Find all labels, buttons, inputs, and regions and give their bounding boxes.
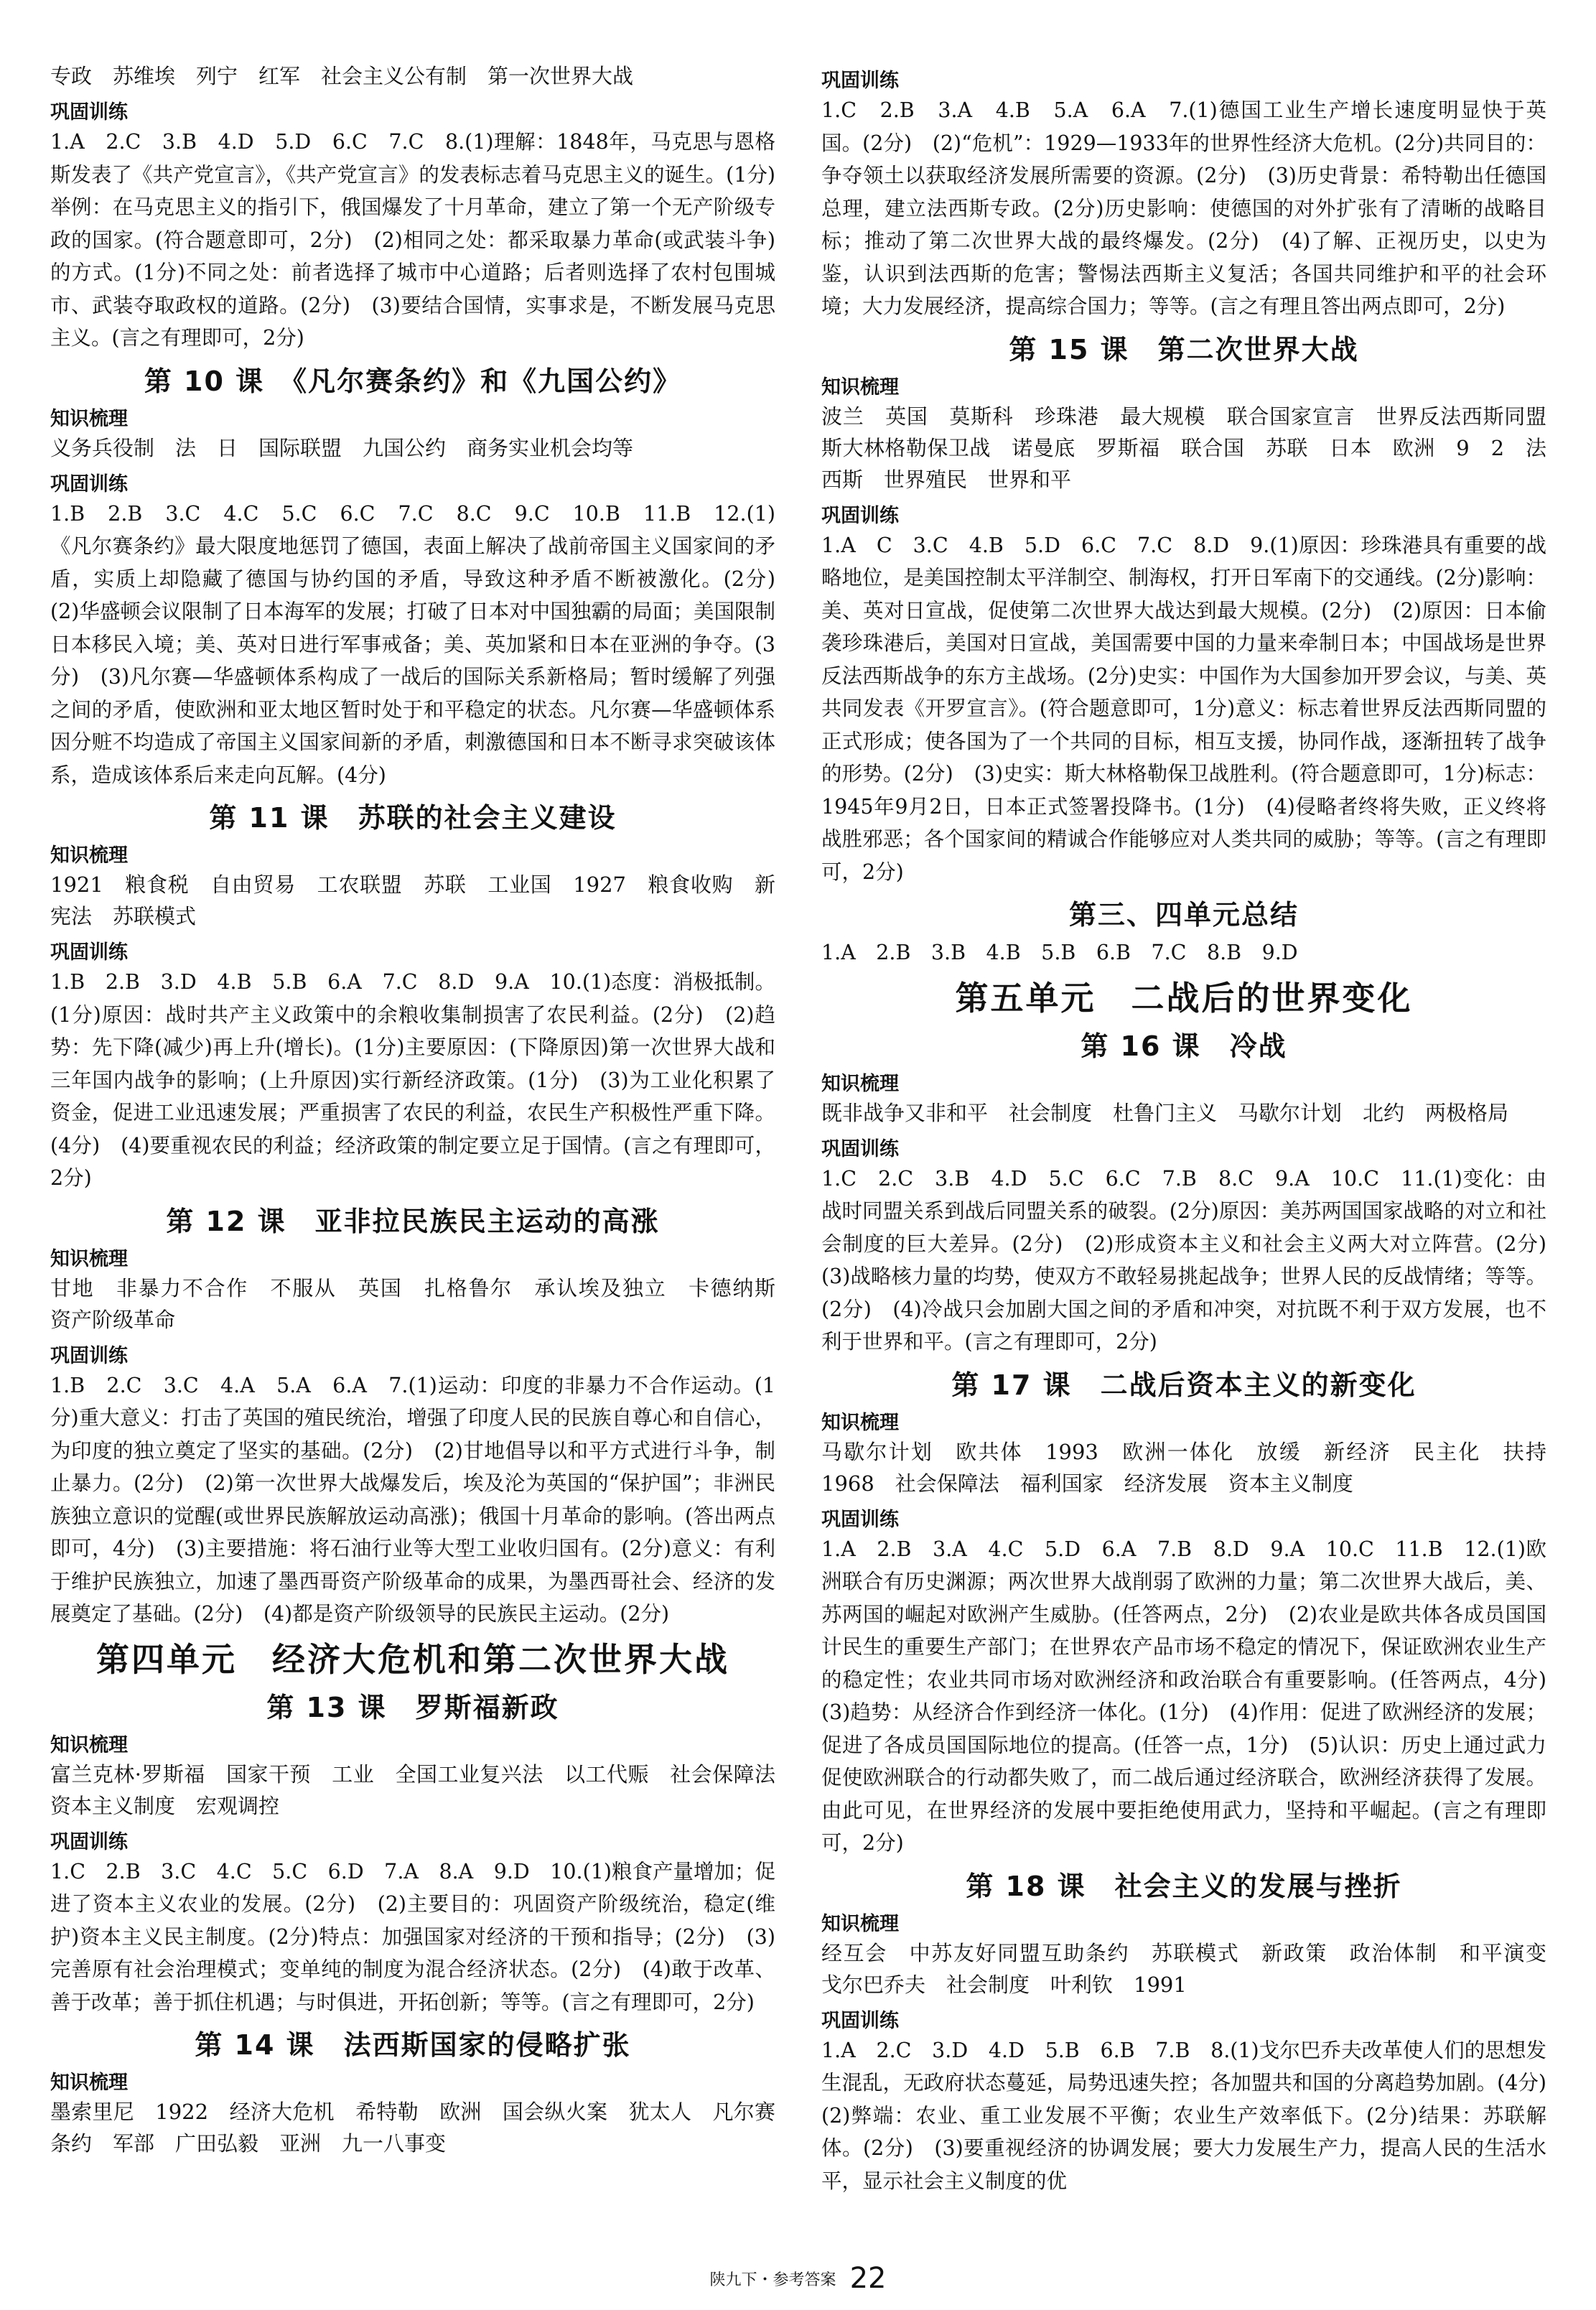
answer-text: 1.A 2.C 3.D 4.D 5.B 6.B 7.B 8.(1)戈尔巴乔夫改革使人们的思想发生混乱，无政府状态蔓延，局势迅速失控；各加盟共和国的分离趋势加剧。(4分) (2)弊端：农业、重工业发展不平衡；农业生产效率低下。(2分)结果：苏联解体。(2分) (3)要重视经济的协调发展；要大力发展生产力，提高人民的生活水平，显示社会主义制度的优 — [821, 2038, 1567, 2193]
answer-text: 1.B 2.B 3.D 4.B 5.B 6.A 7.C 8.D 9.A 10.(1)态度：消极抵制。(1分)原因：战时共产主义政策中的余粮收集制损害了农民利益。(2分) (2)趋势：先下降(减少)再上升(增长)。(1分)主要原因：(下降原因)第一次世界大战和三年国内战争的影响；(上升原因)实行新经济政策。(1分) (3)为工业化积累了资金，促进工业迅速发展；严重损害了农民的利益，农民生产积极性严重下降。(4分) (4)要重视农民的利益；经济政策的制定要立足于国情。(言之有理即可，2分) — [50, 970, 775, 1190]
section-label: 知识梳理 — [50, 844, 128, 867]
lesson-title-16: 第 16 课 冷战 — [1081, 1030, 1287, 1062]
answer-text: 1.B 2.C 3.C 4.A 5.A 6.A 7.(1)运动：印度的非暴力不合作运动。(1分)重大意义：打击了英国的殖民统治，增强了印度人民的民族自尊心和自信心，为印度的独立奠定了坚实的基础。(2分) (2)甘地倡导以和平方式进行斗争，制止暴力。(2分) (2)第一次世界大战爆发后，埃及沦为英国的“保护国”；非洲民族独立意识的觉醒(或世界民族解放运动高涨)；俄国十月革命的影响。(答出两点即可，4分) (3)主要措施：将石油行业等大型工业收归国有。(2分)意义：有利于维护民族独立，加速了墨西哥资产阶级革命的成果，为墨西哥社会、经济的发展奠定了基础。(2分) (4)都是资产阶级领导的民族民主运动。(2分) — [50, 1373, 775, 1626]
section-label: 知识梳理 — [50, 1733, 128, 1756]
answer-text: 1.A 2.C 3.B 4.D 5.D 6.C 7.C 8.(1)理解：1848年，马克思与恩格斯发表了《共产党宣言》，《共产党宣言》的发表标志着马克思主义的诞生。(1分)举例：在马克思主义的指引下，俄国爆发了十月革命，建立了第一个无产阶级专政的国家。(符合题意即可，2分) (2)相同之处：都采取暴力革命(或武装斗争)的方式。(1分)不同之处：前者选择了城市中心道路；后者则选择了农村包围城市、武装夺取政权的道路。(2分) (3)要结合国情，实事求是，不断发展马克思主义。(言之有理即可，2分) — [50, 130, 775, 350]
knowledge-terms: 甘地 非暴力不合作 不服从 英国 扎格鲁尔 承认埃及独立 卡德纳斯 资产阶级革命 — [50, 1275, 797, 1332]
section-label: 知识梳理 — [821, 1912, 899, 1935]
section-label: 巩固训练 — [821, 504, 899, 527]
section-label: 知识梳理 — [50, 407, 128, 430]
carryover-terms: 专政 苏维埃 列宁 红军 社会主义公有制 第一次世界大战 — [50, 64, 634, 88]
answer-text: 1.B 2.B 3.C 4.C 5.C 6.C 7.C 8.C 9.C 10.B 11.B 12.(1)《凡尔赛条约》最大限度地惩罚了德国，表面上解决了战前帝国主义国家间的矛盾，实质上却隐藏了德国与协约国的矛盾，导致这种矛盾不断被激化。(2分) (2)华盛顿会议限制了日本海军的发展；打破了日本对中国独霸的局面；美国限制日本移民入境；美、英对日进行军事戒备；美、英加紧和日本在亚洲的争夺。(3分) (3)凡尔赛—华盛顿体系构成了一战后的国际关系新格局；暂时缓解了列强之间的矛盾，使欧洲和亚太地区暂时处于和平稳定的状态。凡尔赛—华盛顿体系因分赃不均造成了帝国主义国家间新的矛盾，刺激德国和日本不断寻求突破该体系，造成该体系后来走向瓦解。(4分) — [50, 501, 796, 787]
knowledge-terms: 经互会 中苏友好同盟互助条约 苏联模式 新政策 政治体制 和平演变 戈尔巴乔夫 社会制度 叶利钦 1991 — [821, 1940, 1568, 1997]
knowledge-terms: 波兰 英国 莫斯科 珍珠港 最大规模 联合国家宣言 世界反法西斯同盟 斯大林格勒保卫战 诺曼底 罗斯福 联合国 苏联 日本 欧洲 9 2 法西斯 世界殖民 世界和平 — [821, 404, 1568, 492]
page-footer — [0, 2262, 1596, 2295]
section-label: 知识梳理 — [50, 1247, 128, 1270]
answer-text: 1.A 2.B 3.A 4.C 5.D 6.A 7.B 8.D 9.A 10.C 11.B 12.(1)欧洲联合有历史渊源；两次世界大战削弱了欧洲的力量；第二次世界大战后，美、苏两国的崛起对欧洲产生威胁。(任答两点，2分) (2)农业是欧共体各成员国国计民生的重要生产部门；在世界农产品市场不稳定的情况下，保证欧洲农业生产的稳定性；农业共同市场对欧洲经济和政治联合有重要影响。(任答两点，4分) (3)趋势：从经济合作到经济一体化。(1分) (4)作用：促进了欧洲经济的发展；促进了各成员国国际地位的提高。(任答一点，1分) (5)认识：历史上通过武力促使欧洲联合的行动都失败了，而二战后通过经济联合，欧洲经济获得了发展。由此可见，在世界经济的发展中要拒绝使用武力，坚持和平崛起。(言之有理即可，2分) — [821, 1537, 1567, 1855]
unit-title-5: 第五单元 二战后的世界变化 — [955, 978, 1413, 1017]
section-label: 巩固训练 — [50, 1344, 128, 1367]
section-label: 知识梳理 — [821, 376, 899, 399]
section-label: 巩固训练 — [821, 1137, 899, 1160]
unit-title-4: 第四单元 经济大危机和第二次世界大战 — [96, 1639, 729, 1679]
lesson-title-18: 第 18 课 社会主义的发展与挫折 — [966, 1870, 1402, 1902]
page-number: 22 — [849, 2262, 887, 2295]
section-label: 巩固训练 — [50, 101, 128, 124]
answer-text: 1.A 2.B 3.B 4.B 5.B 6.B 7.C 8.B 9.D — [821, 941, 1298, 964]
section-label: 巩固训练 — [821, 1508, 899, 1531]
right-column — [821, 60, 1568, 2197]
unit-summary-title: 第三、四单元总结 — [1068, 899, 1299, 931]
section-label: 巩固训练 — [50, 472, 128, 495]
left-column — [50, 60, 797, 2159]
lesson-title-13: 第 13 课 罗斯福新政 — [266, 1691, 559, 1723]
knowledge-terms: 既非战争又非和平 社会制度 杜鲁门主义 马歇尔计划 北约 两极格局 — [821, 1100, 1509, 1125]
answer-text: 1.C 2.B 3.A 4.B 5.A 6.A 7.(1)德国工业生产增长速度明显快于英国。(2分) (2)“危机”：1929—1933年的世界性经济大危机。(2分)共同目的：争夺领土以获取经济发展所需要的资源。(2分) (3)历史背景：希特勒出任德国总理，建立法西斯专政。(2分)历史影响：使德国的对外扩张有了清晰的战略目标；推动了第二次世界大战的最终爆发。(2分) (4)了解、正视历史，以史为鉴，认识到法西斯的危害；警惕法西斯主义复活；各国共同维护和平的社会环境；大力发展经济，提高综合国力；等等。(言之有理且答出两点即可，2分) — [821, 98, 1546, 318]
lesson-title-10: 第 10 课 《凡尔赛条约》和《九国公约》 — [144, 365, 682, 397]
lesson-title-17: 第 17 课 二战后资本主义的新变化 — [951, 1369, 1417, 1401]
footer-text: 陕九下・参考答案 — [709, 2271, 836, 2289]
section-label: 巩固训练 — [821, 2009, 899, 2032]
section-label: 巩固训练 — [50, 941, 128, 964]
section-label: 巩固训练 — [821, 70, 899, 92]
knowledge-terms: 墨索里尼 1922 经济大危机 希特勒 欧洲 国会纵火案 犹太人 凡尔赛条约 军部 广田弘毅 亚洲 九一八事变 — [50, 2100, 775, 2156]
answer-text: 1.C 2.C 3.B 4.D 5.C 6.C 7.B 8.C 9.A 10.C 11.(1)变化：由战时同盟关系到战后同盟关系的破裂。(2分)原因：美苏两国国家战略的对立和社会制度的巨大差异。(2分) (2)形成资本主义和社会主义两大对立阵营。(2分) (3)战略核力量的均势，使双方不敢轻易挑起战争；世界人民的反战情绪；等等。(2分) (4)冷战只会加剧大国之间的矛盾和冲突，对抗既不利于双方发展，也不利于世界和平。(言之有理即可，2分) — [821, 1166, 1567, 1354]
section-label: 知识梳理 — [50, 2072, 128, 2094]
answer-text: 1.A C 3.C 4.B 5.D 6.C 7.C 8.D 9.(1)原因：珍珠港具有重要的战略地位，是美国控制太平洋制空、制海权，打开日军南下的交通线。(2分)影响：美、英对日宣战，促使第二次世界大战达到最大规模。(2分) (2)原因：日本偷袭珍珠港后，美国对日宣战，美国需要中国的力量来牵制日本；中国战场是世界反法西斯战争的东方主战场。(2分)史实：中国作为大国参加开罗会议，与美、英共同发表《开罗宣言》。(符合题意即可，1分)意义：标志着世界反法西斯同盟的正式形成；使各国为了一个共同的目标，相互支援，协同作战，逐渐扭转了战争的形势。(2分) (3)史实：斯大林格勒保卫战胜利。(符合题意即可，1分)标志：1945年9月2日，日本正式签署投降书。(1分) (4)侵略者终将失败，正义终将战胜邪恶；各个国家间的精诚合作能够应对人类共同的威胁；等等。(言之有理即可，2分) — [821, 533, 1546, 884]
knowledge-terms: 义务兵役制 法 日 国际联盟 九国公约 商务实业机会均等 — [50, 435, 634, 460]
lesson-title-12: 第 12 课 亚非拉民族民主运动的高涨 — [166, 1205, 660, 1237]
lesson-title-14: 第 14 课 法西斯国家的侵略扩张 — [195, 2029, 631, 2061]
lesson-title-11: 第 11 课 苏联的社会主义建设 — [209, 802, 617, 834]
section-label: 知识梳理 — [821, 1072, 899, 1095]
section-label: 巩固训练 — [50, 1830, 128, 1853]
answer-text: 1.C 2.B 3.C 4.C 5.C 6.D 7.A 8.A 9.D 10.(1)粮食产量增加；促进了资本主义农业的发展。(2分) (2)主要目的：巩固资产阶级统治，稳定(维护)资本主义民主制度。(2分)特点：加强国家对经济的干预和指导；(2分) (3)完善原有社会治理模式；变单纯的制度为混合经济状态。(2分) (4)敢于改革、善于改革；善于抓住机遇；与时俱进，开拓创新；等等。(言之有理即可，2分) — [50, 1859, 775, 2014]
knowledge-terms: 富兰克林·罗斯福 国家干预 工业 全国工业复兴法 以工代赈 社会保障法 资本主义制度 宏观调控 — [50, 1761, 797, 1818]
section-label: 知识梳理 — [821, 1411, 899, 1434]
lesson-title-15: 第 15 课 第二次世界大战 — [1009, 333, 1359, 365]
knowledge-terms: 1921 粮食税 自由贸易 工农联盟 苏联 工业国 1927 粮食收购 新宪法 苏联模式 — [50, 872, 775, 928]
knowledge-terms: 马歇尔计划 欧共体 1993 欧洲一体化 放缓 新经济 民主化 扶持 1968 社会保障法 福利国家 经济发展 资本主义制度 — [821, 1439, 1568, 1496]
